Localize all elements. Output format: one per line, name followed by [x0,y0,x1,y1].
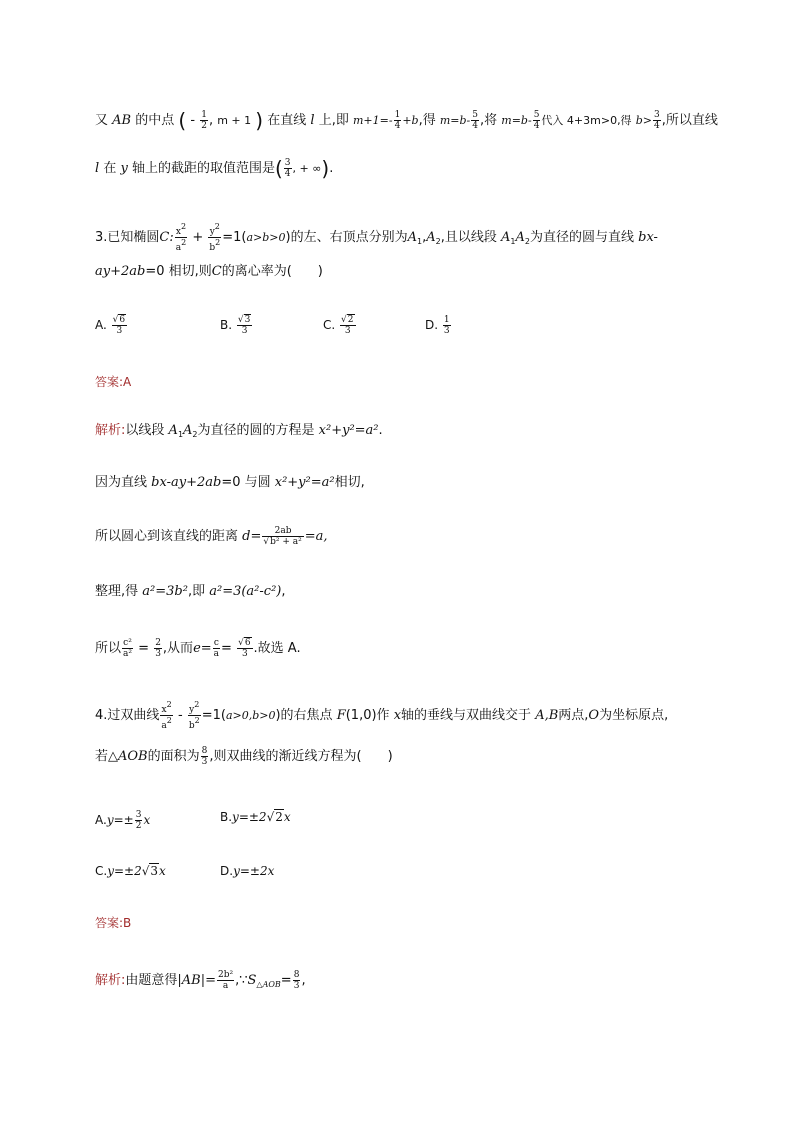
text: y=±2 [232,810,267,824]
radicand: 2 [275,810,283,824]
explanation-label: 解析: [95,423,126,438]
text: =0 与圆 [221,475,271,490]
text: 上,即 [318,113,349,128]
explanation-3-line-3 [95,526,699,547]
fraction [653,110,661,131]
option-d[interactable] [425,315,452,336]
text: ,∵ [235,973,248,988]
frac-num: x [175,227,181,237]
fraction [135,810,143,831]
fraction: $\frac{x2}{a2}$ [161,700,172,731]
question-4-line-2 [95,746,699,767]
frac-num: c [213,638,219,648]
fraction [217,970,234,991]
text: y=± [106,813,134,827]
frac-num: 1 [443,315,450,325]
text: O [588,708,600,723]
text: m + 1 [217,114,252,127]
radicand: 3 [244,315,251,325]
text: 轴上的截距的取值范围是 [131,161,275,176]
frac-num: 5 [472,110,478,120]
text: y=±2 [107,864,142,878]
text: l [95,161,100,176]
option-label: C. [95,864,108,878]
text: +b [402,114,419,127]
explanation-3-line-4 [95,582,699,602]
radicand: 3 [150,864,159,878]
fraction: $\frac{√2}{3}$ [341,315,354,336]
fraction: $\frac{y2}{b2}$ [209,222,221,253]
text: 所以 [95,641,122,656]
text: m=b- [501,114,532,127]
text: . [329,161,334,176]
option-a[interactable] [95,810,150,831]
option-label: C. [323,318,336,332]
frac-den: 3 [116,326,123,336]
text: =1( [222,230,247,245]
text: AB [112,113,132,128]
fraction: $\frac{√3}{3}$ [237,315,251,336]
text: 为坐标原点, [599,708,669,723]
text: x [283,810,291,824]
explanation-label: 解析: [95,973,126,988]
frac-den: 4 [284,169,291,179]
frac-num: y [189,705,195,715]
fraction [394,110,402,131]
frac-num: 8 [201,746,208,756]
fraction: $\frac{√6}{3}$ [112,315,126,336]
paren-left: ( [274,156,283,181]
frac-den: 3 [293,981,300,991]
text: a>b>0 [246,231,286,244]
text: (1,0)作 [345,708,390,723]
text: A [426,230,436,245]
text: 两点, [558,708,589,723]
option-label: B. [220,318,233,332]
text: A [407,230,417,245]
question-number: 4.过双曲线 [95,708,160,723]
question-3-line-1: 3.已知椭圆C: $\frac{x2}{a2}$ + $\frac{y2}{b2}$ =1(a>b>0)的左、右顶点分别为$A_1,A_2$,且以线段 $A_1A_2$为直径的圆与直线 bx- [95,222,658,253]
frac-den: 4 [533,121,540,131]
frac-num: c² [123,638,132,648]
text: x [393,708,402,723]
explanation-3-line-5: 所以 $\frac{\text{c²}}{\text{a²}}$ = $\frac{2}{3}$ ,从而e= $\frac{c}{a}$ = $\frac{√6}{3}$ .故选 A. [95,638,301,659]
text: x [143,813,151,827]
radicand: 6 [119,315,126,325]
text: a²=3b² [142,584,188,599]
fraction [154,638,162,659]
frac-den: 4 [653,121,660,131]
text: 的面积为 [147,749,200,764]
fraction: $\frac{√6}{3}$ [238,638,251,659]
text: 相切, [334,475,365,490]
frac-num: y [209,227,215,237]
option-d[interactable] [220,864,274,878]
text: = [138,641,150,656]
frac-den: 3 [155,649,161,659]
frac-num: 3 [135,810,142,820]
text: 代入 4+3m>0,得 [541,114,632,127]
frac-num: x [161,705,167,715]
text: 又 [95,113,109,128]
text: 在 [103,161,117,176]
text: l [310,113,315,128]
solution-line-1: 又 AB 的中点 ( - $\frac{1}{2}$ , m + 1 ) 在直线 l 上,即 m+1=- $\frac{1}{4}$ +b,得 m=b- $\frac{5}{4}$ ,将 m=b- $\frac{5}{4}$ 代入 4+3m>0,得 b> $\frac{3}{4}$ ,所以直线 [95,108,718,133]
frac-den: a [161,721,167,731]
text: . [378,423,383,438]
text: m+1=- [352,114,393,127]
frac-den: 3 [443,326,450,336]
frac-den: a [213,649,220,659]
text: , + ∞ [292,162,322,175]
radicand: 6 [244,638,251,648]
frac-num: 3 [653,110,660,120]
fraction [533,110,541,131]
frac-num: 1 [201,110,207,120]
fraction: $\frac{x2}{a2}$ [175,222,187,253]
text: 的离心率为( ) [221,264,323,279]
text: 的中点 [135,113,175,128]
frac-den: 4 [394,121,401,131]
frac-den: 4 [472,121,478,131]
answer-4 [95,913,699,933]
paren-right: ) [321,156,330,181]
text: , [281,584,286,599]
option-c[interactable] [323,315,357,336]
text: C [211,264,222,279]
option-b[interactable] [220,315,253,336]
radicand: 2 [347,315,354,325]
question-4-line-1: 4.过双曲线 $\frac{x2}{a2}$ - $\frac{y2}{b2}$ =1(a>0,b>0)的右焦点 F(1,0)作 x轴的垂线与双曲线交于 A,B两点,O为坐标原点, [95,700,669,731]
frac-num: 8 [293,970,300,980]
text: |AB|= [177,973,216,988]
frac-den: 3 [201,757,208,767]
frac-den: a² [123,649,132,659]
text: 整理,得 [95,584,139,599]
text: =1( [201,708,226,723]
text: 轴的垂线与双曲线交于 [401,708,532,723]
frac-den: b² + a² [270,537,302,547]
frac-num: 2 [155,638,161,648]
answer-label: 答案: [95,375,124,389]
text: y=±2x [233,864,275,878]
text: ,得 [418,113,436,128]
text: ,则双曲线的渐近线方程为( ) [209,749,393,764]
text: =0 相切,则 [145,264,212,279]
frac-den: b [188,721,195,731]
text: x [159,864,166,878]
fraction [201,746,209,767]
frac-den: a [175,243,182,253]
question-number: 3.已知椭圆 [95,230,160,245]
fraction: $\frac{y2}{b2}$ [188,700,200,731]
text: x²+y²=a² [274,475,335,490]
text: e= [193,641,212,656]
answer-value: B [123,916,132,930]
text: 以线段 [125,423,165,438]
text: a>0,b>0 [225,709,276,722]
text: 在直线 [267,113,307,128]
fraction [213,638,220,659]
text: )的左、右顶点分别为 [285,230,408,245]
explanation-4-line-1 [95,970,699,995]
text: d= [242,529,262,544]
option-a[interactable] [95,315,128,336]
frac-den: a [222,981,229,991]
option-label: D. [220,864,234,878]
text: AOB [118,749,148,764]
fraction [122,638,133,659]
option-label: A. [95,813,107,827]
frac-num: 2b² [218,970,234,980]
text: ,即 [187,584,206,599]
answer-value: A [123,375,132,389]
option-label: D. [425,318,439,332]
frac-num: 3 [284,158,291,168]
text: y [120,161,128,176]
text: △AOB [256,980,281,989]
text: 所以圆心到该直线的距离 [95,529,239,544]
frac-den: 3 [344,326,351,336]
text: 为直径的圆的方程是 [197,423,315,438]
text: m=b- [439,114,471,127]
question-3-line-2 [95,262,699,282]
text: S [247,973,257,988]
text: a²=3(a²-c²) [209,584,282,599]
frac-num: 1 [394,110,401,120]
fraction [443,315,451,336]
text: A [501,230,511,245]
text: ,且以线段 [440,230,497,245]
option-c[interactable]: C.y=±2√3x [95,864,166,878]
frac-den: 3 [241,326,248,336]
text: bx- [638,230,658,245]
option-label: B. [220,810,233,824]
fraction [471,110,479,131]
text: b> [635,114,652,127]
frac-den: 3 [241,649,248,659]
text: ay+2ab [95,264,146,279]
text: A,B [535,708,559,723]
fraction: $\frac{2ab}{\text{√b² + a²}}$ [263,526,302,547]
text: .故选 A. [253,641,301,656]
text: ,从而 [162,641,194,656]
frac-num: 2ab [262,526,303,537]
text: bx-ay+2ab [151,475,222,490]
text: - [190,113,196,128]
text: F [336,708,346,723]
option-b[interactable]: B.y=±2√2x [220,810,291,824]
fraction [284,158,292,179]
fraction [200,110,208,131]
text: C: [159,230,174,245]
text: 因为直线 [95,475,148,490]
text: ,将 [480,113,498,128]
text: )的右焦点 [275,708,333,723]
text: 由题意得 [125,973,178,988]
frac-num: 5 [533,110,540,120]
text: =a, [304,529,328,544]
solution-line-2 [95,158,699,179]
answer-3 [95,372,699,392]
text: , [301,973,306,988]
frac-den: b [209,243,216,253]
text: 为直径的圆与直线 [529,230,634,245]
paren-right: ) [255,108,264,133]
text: 若△ [95,749,118,764]
answer-label: 答案: [95,916,124,930]
option-label: A. [95,318,107,332]
text: ,所以直线 [661,113,718,128]
paren-left: ( [178,108,187,133]
explanation-3-line-1: 解析:以线段 $A_1A_2$为直径的圆的方程是 x²+y²=a². [95,423,383,439]
text: = [280,973,292,988]
explanation-3-line-2 [95,473,699,493]
frac-den: 2 [201,121,207,131]
fraction [293,970,301,991]
text: x²+y²=a² [318,423,379,438]
frac-den: 2 [135,821,142,831]
